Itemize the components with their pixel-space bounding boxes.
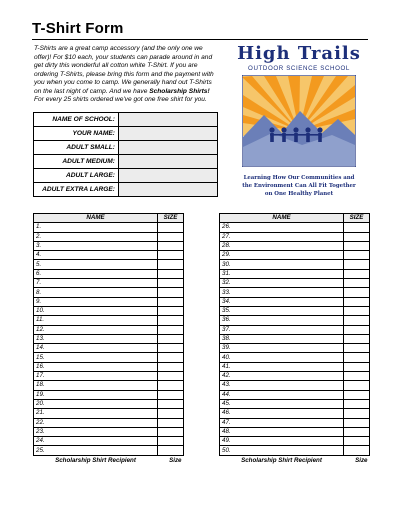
roster-size-cell[interactable] (158, 334, 184, 343)
roster-size-cell[interactable] (158, 325, 184, 334)
roster-name-cell[interactable]: 18. (34, 381, 158, 390)
intro-bold: Scholarship Shirts! (149, 87, 210, 95)
sunburst-mountain-icon (242, 75, 356, 167)
roster-name-cell[interactable]: 5. (34, 260, 158, 269)
roster-size-cell[interactable] (158, 344, 184, 353)
roster-name-cell[interactable]: 42. (220, 372, 344, 381)
roster-row (34, 437, 184, 446)
roster-name-cell[interactable]: 23. (34, 427, 158, 436)
roster-name-cell[interactable]: 22. (34, 418, 158, 427)
intro-paragraph (34, 45, 216, 105)
roster-row (220, 390, 370, 399)
roster-size-cell[interactable] (158, 409, 184, 418)
roster-size-cell[interactable] (344, 409, 370, 418)
roster-size-cell[interactable] (344, 353, 370, 362)
roster-table-right (219, 213, 370, 467)
roster-name-cell[interactable]: 2. (34, 232, 158, 241)
school-form-field[interactable] (119, 127, 218, 141)
roster-size-cell[interactable] (158, 241, 184, 250)
roster-size-cell[interactable] (158, 446, 184, 455)
roster-size-cell[interactable] (158, 288, 184, 297)
roster-row (34, 334, 184, 343)
school-form-row (34, 183, 218, 197)
intro-tail: For every 25 shirts ordered we've got one free shirt for you. (34, 96, 207, 103)
school-form-field[interactable] (119, 113, 218, 127)
roster-name-cell[interactable]: 19. (34, 390, 158, 399)
roster-name-cell[interactable]: 11. (34, 316, 158, 325)
roster-row (220, 381, 370, 390)
roster-size-cell[interactable] (344, 269, 370, 278)
roster-name-cell[interactable]: 36. (220, 316, 344, 325)
logo-name: High Trails (237, 43, 361, 64)
roster-row (34, 279, 184, 288)
roster-size-cell[interactable] (344, 390, 370, 399)
roster-size-cell[interactable] (344, 316, 370, 325)
roster-size-cell[interactable] (158, 260, 184, 269)
school-form-label: ADULT EXTRA LARGE: (34, 183, 119, 197)
roster-name-cell[interactable]: 8. (34, 288, 158, 297)
roster-size-cell[interactable] (158, 232, 184, 241)
roster-row (34, 362, 184, 371)
roster-size-cell[interactable] (344, 241, 370, 250)
roster-name-cell[interactable]: 6. (34, 269, 158, 278)
roster-size-cell[interactable] (158, 399, 184, 408)
school-form-row (34, 155, 218, 169)
roster-name-cell[interactable]: 15. (34, 353, 158, 362)
roster-size-cell[interactable] (344, 306, 370, 315)
roster-row (34, 316, 184, 325)
school-form-row (34, 141, 218, 155)
scholarship-recipient-label: Scholarship Shirt Recipient (55, 457, 136, 465)
roster-row (34, 427, 184, 436)
scholarship-size-label: Size (355, 457, 368, 465)
roster-name-cell[interactable]: 24. (34, 437, 158, 446)
roster-row (220, 427, 370, 436)
roster-size-cell[interactable] (158, 372, 184, 381)
roster-row (220, 334, 370, 343)
school-form-row (34, 113, 218, 127)
roster-name-cell[interactable]: 10. (34, 306, 158, 315)
roster-row (220, 297, 370, 306)
school-form-row (34, 127, 218, 141)
roster-name-cell[interactable]: 16. (34, 362, 158, 371)
roster-name-cell[interactable]: 3. (34, 241, 158, 250)
school-info-table (33, 112, 218, 197)
roster-name-cell[interactable]: 7. (34, 279, 158, 288)
school-form-row (34, 169, 218, 183)
roster-row (34, 446, 184, 455)
logo-tagline (230, 174, 368, 198)
school-form-label: ADULT SMALL: (34, 141, 119, 155)
roster-size-cell[interactable] (344, 372, 370, 381)
roster-size-cell[interactable] (158, 353, 184, 362)
roster-size-cell[interactable] (344, 437, 370, 446)
roster-name-cell[interactable]: 14. (34, 344, 158, 353)
roster-name-cell[interactable]: 34. (220, 297, 344, 306)
roster-name-cell[interactable]: 43. (220, 381, 344, 390)
roster-row (34, 241, 184, 250)
school-form-field[interactable] (119, 141, 218, 155)
roster-name-cell[interactable]: 39. (220, 344, 344, 353)
roster-row (220, 288, 370, 297)
roster-size-cell[interactable] (158, 418, 184, 427)
roster-name-cell[interactable]: 17. (34, 372, 158, 381)
roster-name-cell[interactable]: 30. (220, 260, 344, 269)
roster-row (220, 306, 370, 315)
scholarship-size-label: Size (169, 457, 182, 465)
roster-size-cell[interactable] (158, 437, 184, 446)
roster-size-cell[interactable] (158, 297, 184, 306)
roster-size-cell[interactable] (158, 316, 184, 325)
roster-row (34, 325, 184, 334)
roster-size-cell[interactable] (344, 260, 370, 269)
roster-name-cell[interactable]: 45. (220, 399, 344, 408)
roster-name-cell[interactable]: 13. (34, 334, 158, 343)
school-form-field[interactable] (119, 183, 218, 197)
roster-size-cell[interactable] (158, 362, 184, 371)
logo-tagline-2: the Environment Can All Fit Together (242, 183, 356, 189)
school-form-label: ADULT MEDIUM: (34, 155, 119, 169)
roster-row (34, 381, 184, 390)
roster-size-cell[interactable] (344, 381, 370, 390)
size-column-header: SIZE (158, 214, 184, 223)
roster-name-cell[interactable]: 47. (220, 418, 344, 427)
roster-row (34, 269, 184, 278)
roster-row (34, 344, 184, 353)
roster-row (220, 409, 370, 418)
roster-size-cell[interactable] (344, 325, 370, 334)
roster-name-cell[interactable]: 9. (34, 297, 158, 306)
roster-name-cell[interactable]: 48. (220, 427, 344, 436)
roster-name-cell[interactable]: 33. (220, 288, 344, 297)
roster-name-cell[interactable]: 46. (220, 409, 344, 418)
roster-name-cell[interactable]: 49. (220, 437, 344, 446)
school-form-field[interactable] (119, 169, 218, 183)
roster-size-cell[interactable] (158, 279, 184, 288)
roster-name-cell[interactable]: 21. (34, 409, 158, 418)
roster-name-cell[interactable]: 41. (220, 362, 344, 371)
roster-size-cell[interactable] (344, 427, 370, 436)
logo-tagline-3: on One Healthy Planet (264, 191, 334, 197)
roster-row (220, 316, 370, 325)
roster-size-cell[interactable] (344, 446, 370, 455)
high-trails-logo (236, 43, 362, 203)
roster-row (34, 409, 184, 418)
roster-size-cell[interactable] (344, 279, 370, 288)
scholarship-recipient-label: Scholarship Shirt Recipient (241, 457, 322, 465)
roster-name-cell[interactable]: 32. (220, 279, 344, 288)
roster-row (220, 223, 370, 232)
roster-name-cell[interactable]: 1. (34, 223, 158, 232)
roster-size-cell[interactable] (158, 427, 184, 436)
roster-row (220, 362, 370, 371)
roster-row (220, 372, 370, 381)
roster-size-cell[interactable] (344, 223, 370, 232)
roster-size-cell[interactable] (158, 390, 184, 399)
school-form-label: NAME OF SCHOOL: (34, 113, 119, 127)
scholarship-row (34, 455, 184, 467)
roster-size-cell[interactable] (344, 232, 370, 241)
roster-row (34, 260, 184, 269)
roster-header-row (34, 214, 184, 223)
roster-row (220, 325, 370, 334)
roster-name-cell[interactable]: 25. (34, 446, 158, 455)
roster-row (34, 297, 184, 306)
roster-name-cell[interactable]: 28. (220, 241, 344, 250)
logo-tagline-1: Learning How Our Communities and (243, 175, 355, 181)
roster-name-cell[interactable]: 29. (220, 251, 344, 260)
roster-name-cell[interactable]: 40. (220, 353, 344, 362)
roster-size-cell[interactable] (344, 288, 370, 297)
roster-row (34, 251, 184, 260)
roster-name-cell[interactable]: 37. (220, 325, 344, 334)
roster-size-cell[interactable] (158, 223, 184, 232)
roster-row (34, 232, 184, 241)
size-column-header: SIZE (344, 214, 370, 223)
roster-name-cell[interactable]: 26. (220, 223, 344, 232)
roster-size-cell[interactable] (158, 306, 184, 315)
name-column-header: NAME (34, 214, 158, 223)
roster-row (34, 306, 184, 315)
roster-size-cell[interactable] (344, 334, 370, 343)
roster-name-cell[interactable]: 44. (220, 390, 344, 399)
roster-row (34, 288, 184, 297)
roster-row (220, 260, 370, 269)
roster-row (34, 372, 184, 381)
roster-table-left (33, 213, 184, 467)
roster-row (220, 251, 370, 260)
roster-name-cell[interactable]: 38. (220, 334, 344, 343)
roster-name-cell[interactable]: 35. (220, 306, 344, 315)
roster-row (220, 437, 370, 446)
roster-size-cell[interactable] (158, 251, 184, 260)
roster-row (34, 353, 184, 362)
school-form-label: YOUR NAME: (34, 127, 119, 141)
roster-size-cell[interactable] (158, 269, 184, 278)
roster-row (34, 390, 184, 399)
roster-row (220, 279, 370, 288)
intro-text: T-Shirts are a great camp accessory (and the only one we offer)! For $10 each, your students can parade around in and get dirty this wonderful all cotton white T-Shirt. If you are ordering T-Shirts, please bring this form and the payment with you when you come to camp. We generally hand out T-Shirts on the last night of camp. And we have (34, 45, 214, 95)
name-column-header: NAME (220, 214, 344, 223)
roster-size-cell[interactable] (344, 251, 370, 260)
logo-subtitle: OUTDOOR SCIENCE SCHOOL (248, 65, 350, 72)
roster-row (220, 344, 370, 353)
roster-size-cell[interactable] (344, 344, 370, 353)
school-form-field[interactable] (119, 155, 218, 169)
roster-row (220, 399, 370, 408)
roster-row (220, 241, 370, 250)
roster-row (34, 223, 184, 232)
roster-row (220, 446, 370, 455)
roster-name-cell[interactable]: 50. (220, 446, 344, 455)
roster-name-cell[interactable]: 12. (34, 325, 158, 334)
title-divider (32, 39, 368, 40)
roster-row (34, 399, 184, 408)
scholarship-row (220, 455, 370, 467)
roster-row (220, 353, 370, 362)
roster-row (34, 418, 184, 427)
roster-size-cell[interactable] (344, 297, 370, 306)
roster-name-cell[interactable]: 4. (34, 251, 158, 260)
roster-header-row (220, 214, 370, 223)
roster-size-cell[interactable] (344, 418, 370, 427)
roster-row (220, 418, 370, 427)
roster-size-cell[interactable] (158, 381, 184, 390)
school-form-label: ADULT LARGE: (34, 169, 119, 183)
page-title: T-Shirt Form (32, 20, 124, 37)
roster-row (220, 269, 370, 278)
roster-size-cell[interactable] (344, 399, 370, 408)
roster-name-cell[interactable]: 31. (220, 269, 344, 278)
roster-name-cell[interactable]: 20. (34, 399, 158, 408)
roster-row (220, 232, 370, 241)
roster-name-cell[interactable]: 27. (220, 232, 344, 241)
roster-size-cell[interactable] (344, 362, 370, 371)
